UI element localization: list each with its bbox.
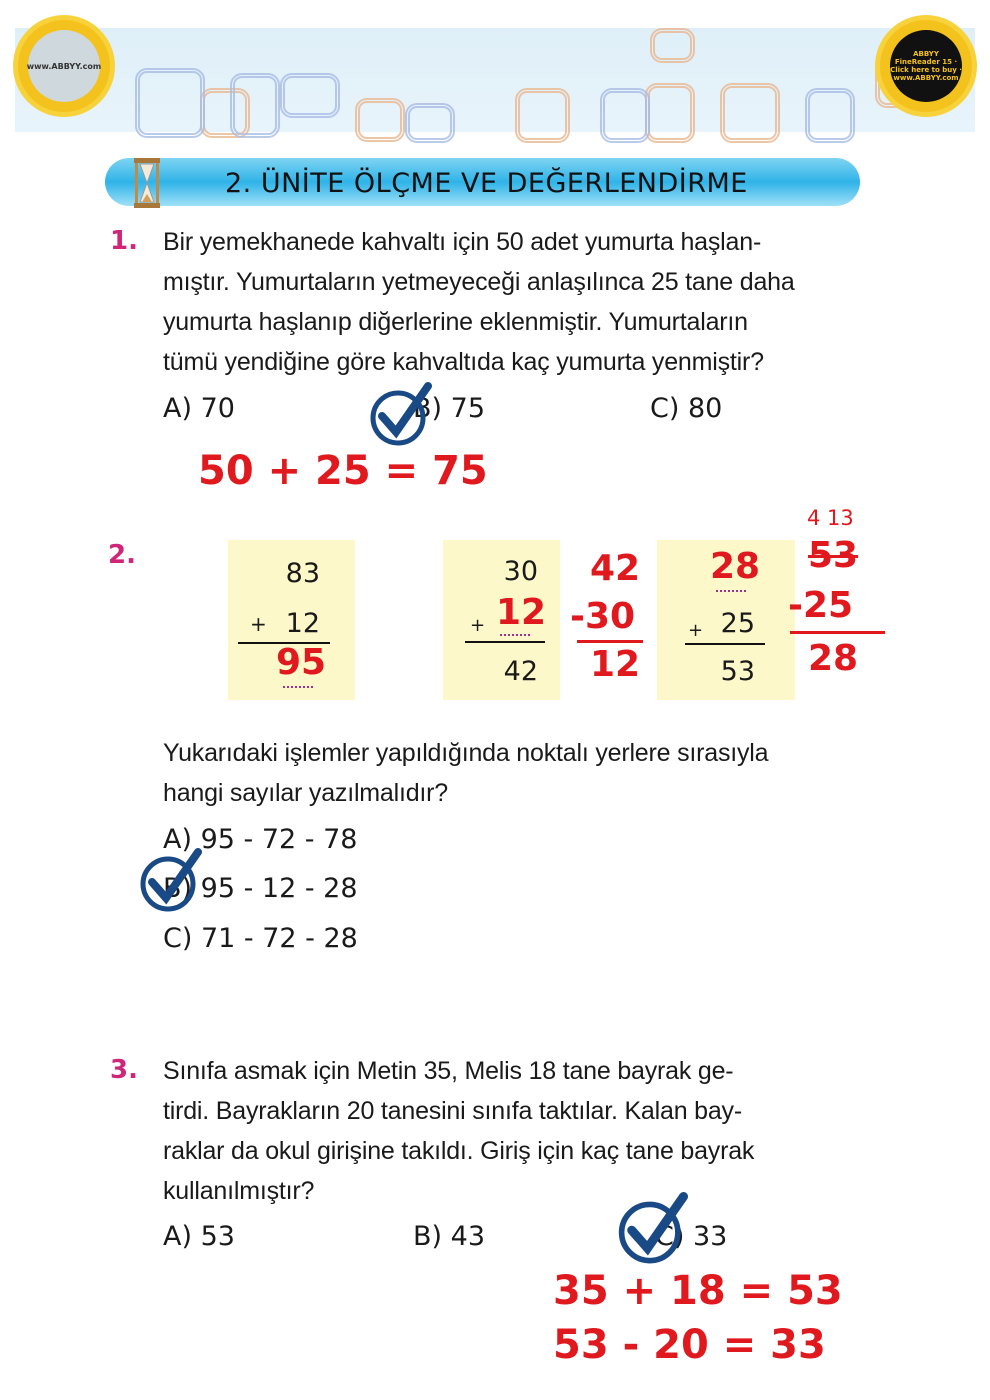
handwritten-work: 35 + 18 = 53 <box>553 1268 843 1314</box>
handwritten-work: 53 - 20 = 33 <box>553 1322 826 1368</box>
text-line: mıştır. Yumurtaların yetmeyeceği anlaşılınca 25 tane daha <box>163 268 795 296</box>
text-line: yumurta haşlanıp diğerlerine eklenmiştir. Yumurtaların <box>163 308 748 336</box>
text-line: Bir yemekhanede kahvaltı için 50 adet yumurta haşlan- <box>163 228 762 256</box>
hourglass-icon <box>132 158 162 208</box>
question-1-text <box>163 222 860 382</box>
checkmark-icon <box>138 848 202 912</box>
work-line <box>790 631 885 634</box>
option-c[interactable]: C) 71 - 72 - 28 <box>163 923 358 954</box>
handwritten-work: 42 <box>590 548 641 589</box>
checkmark-icon <box>612 1192 692 1264</box>
plus-sign: + <box>688 620 704 641</box>
text-line: tirdi. Bayrakların 20 tanesini sınıfa taktılar. Kalan bay- <box>163 1097 742 1125</box>
handwritten-work: 53 <box>808 535 859 576</box>
operand: 83 <box>285 558 320 589</box>
question-3-text <box>163 1051 860 1211</box>
seal-text: ABBYY FineReader 15 · Click here to buy · www.ABBYY.com <box>890 30 962 102</box>
handwritten-work: -25 <box>788 585 854 626</box>
checkmark-icon <box>368 382 432 446</box>
handwritten-work: 12 <box>590 644 641 685</box>
question-number: 3. <box>110 1055 138 1085</box>
question-number: 2. <box>108 540 136 570</box>
handwritten-work: 28 <box>808 638 859 679</box>
borrow-marks: 4 13 <box>807 506 854 530</box>
operand: 25 <box>720 608 755 639</box>
option-b[interactable]: B) 75 <box>413 393 485 424</box>
plus-sign: + <box>470 615 486 636</box>
work-line <box>577 640 643 643</box>
header-banner <box>15 28 975 132</box>
plus-sign: + <box>250 612 267 636</box>
handwritten-work: 50 + 25 = 75 <box>198 448 488 494</box>
result: 42 <box>503 656 538 687</box>
seal-text: www.ABBYY.com <box>28 30 100 102</box>
abbyy-seal-left[interactable] <box>18 20 110 112</box>
question-number: 1. <box>110 226 138 256</box>
answer: 95 <box>276 642 327 683</box>
abbyy-buy-seal[interactable] <box>880 20 972 112</box>
option-a[interactable]: A) 70 <box>163 393 235 424</box>
option-c[interactable]: C) 33 <box>655 1221 728 1252</box>
sum-line <box>465 641 545 643</box>
text-line: Sınıfa asmak için Metin 35, Melis 18 tane bayrak ge- <box>163 1057 734 1085</box>
answer: 28 <box>710 546 761 587</box>
text-line: tümü yendiğine göre kahvaltıda kaç yumurta yenmiştir? <box>163 348 764 376</box>
page-title: 2. ÜNİTE ÖLÇME VE DEĞERLENDİRME <box>225 168 748 199</box>
option-a[interactable]: A) 53 <box>163 1221 235 1252</box>
option-b[interactable]: B) 95 - 12 - 28 <box>163 873 358 904</box>
dotted-blank <box>716 590 746 592</box>
question-2-text <box>163 733 860 813</box>
dotted-blank <box>500 634 530 636</box>
text-line: raklar da okul girişine takıldı. Giriş için kaç tane bayrak <box>163 1137 755 1165</box>
operand: 30 <box>503 556 538 587</box>
text-line: kullanılmıştır? <box>163 1177 315 1205</box>
text-line: hangi sayılar yazılmalıdır? <box>163 779 449 807</box>
handwritten-work: -30 <box>570 596 636 637</box>
answer: 12 <box>496 592 547 633</box>
option-c[interactable]: C) 80 <box>650 393 723 424</box>
dotted-blank <box>283 686 313 688</box>
text-line: Yukarıdaki işlemler yapıldığında noktalı yerlere sırasıyla <box>163 739 769 767</box>
option-a[interactable]: A) 95 - 72 - 78 <box>163 824 358 855</box>
operand: 12 <box>285 608 320 639</box>
option-b[interactable]: B) 43 <box>413 1221 485 1252</box>
result: 53 <box>720 656 755 687</box>
sum-line <box>685 643 765 645</box>
